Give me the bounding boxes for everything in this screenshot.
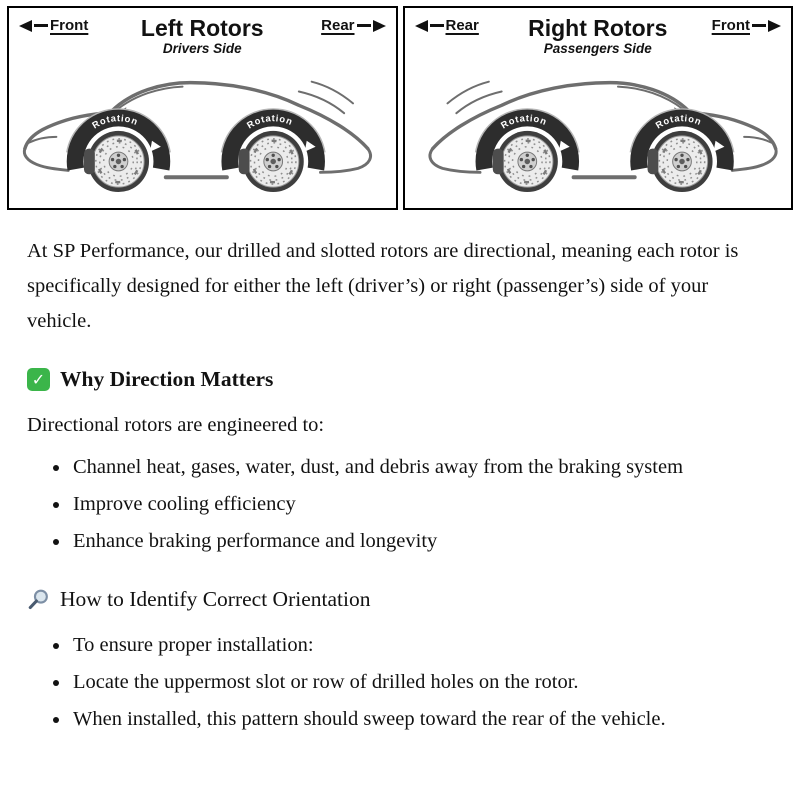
svg-text:Rotation: Rotation	[653, 113, 703, 131]
arrow-left-icon	[415, 20, 428, 32]
arrow-tail	[430, 24, 444, 28]
check-mark-icon: ✓	[27, 368, 50, 391]
intro-paragraph: At SP Performance, our drilled and slotted rotors are directional, meaning each rotor is specifically designed for either the left (driver’s) or right (passenger’s) side of your vehicle.	[27, 239, 739, 332]
panel-title: Left Rotors	[140, 15, 264, 41]
list-item: • Improve cooling efficiency	[71, 487, 726, 522]
arrow-left-icon	[19, 20, 32, 32]
svg-text:Rotation: Rotation	[90, 113, 140, 131]
panel-subtitle: Drivers Side	[162, 41, 242, 57]
arrow-tail	[357, 24, 371, 28]
heading-text: Why Direction Matters	[60, 366, 274, 391]
svg-text:Rotation: Rotation	[245, 113, 295, 131]
left-rotors-panel	[7, 6, 398, 210]
list-item: • When installed, this pattern should sweep toward the rear of the vehicle.	[71, 702, 726, 737]
car-illustration-left	[15, 58, 390, 206]
magnifying-glass-icon	[27, 588, 50, 611]
direction-label-rear	[321, 17, 385, 34]
panel-title: Right Rotors	[528, 15, 668, 41]
heading-text: How to Identify Correct Orientation	[60, 586, 371, 611]
panel-subtitle: Passengers Side	[543, 41, 652, 57]
section-heading-identify-orientation	[27, 587, 773, 612]
arrow-tail	[34, 24, 48, 28]
direction-label-text: Front	[711, 17, 750, 34]
direction-label-text: Rear	[445, 17, 479, 34]
article-body	[0, 210, 800, 762]
arrow-right-icon	[768, 20, 781, 32]
section2-bullet-list	[27, 628, 773, 737]
car-illustration-right	[411, 58, 786, 206]
list-item: • Locate the uppermost slot or row of drilled holes on the rotor.	[71, 665, 726, 700]
direction-label-front	[712, 17, 781, 34]
list-item: • Channel heat, gases, water, dust, and debris away from the braking system	[71, 450, 726, 485]
direction-label-text: Rear	[321, 17, 355, 34]
direction-label-rear	[415, 17, 479, 34]
rotor-diagram	[0, 0, 800, 210]
list-item: • To ensure proper installation:	[71, 628, 726, 663]
svg-text:Rotation: Rotation	[498, 113, 548, 131]
arrow-tail	[752, 24, 766, 28]
arrow-right-icon	[373, 20, 386, 32]
direction-label-text: Front	[50, 17, 89, 34]
section1-lead: Directional rotors are engineered to:	[27, 413, 325, 436]
list-item: • Enhance braking performance and longevity	[71, 524, 726, 559]
section-heading-why-direction-matters	[27, 367, 773, 392]
section1-bullet-list	[27, 450, 773, 559]
direction-label-front	[19, 17, 88, 34]
right-rotors-panel	[403, 6, 794, 210]
